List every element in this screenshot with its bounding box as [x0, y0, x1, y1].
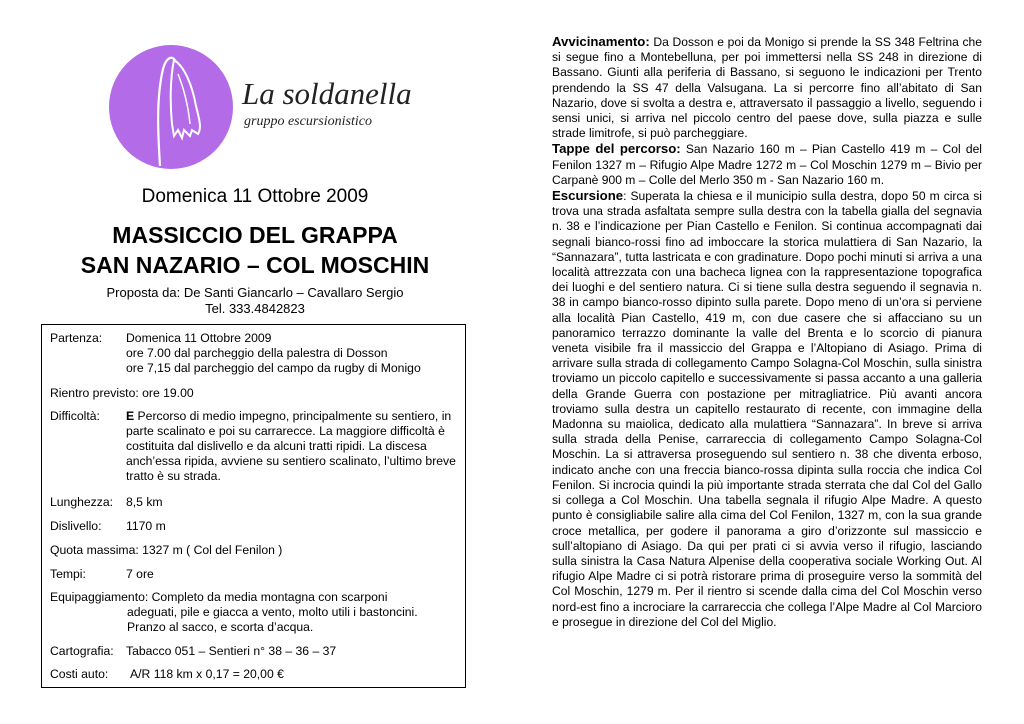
equipaggiamento-line2: adeguati, pile e giacca a vento, molto utili i bastoncini.: [127, 605, 418, 619]
escursione-paragraph: [552, 188, 982, 630]
difficolta-values: [126, 409, 459, 484]
avvicinamento-text: Da Dosson e poi da Monigo si prende la SS 348 Feltrina che si segue fino a Montebelluna, per poi immettersi nella SS 248 in direzione di Bassano. Giunti alla periferia di Bassano, si seguono le indicazioni per Trento prendendo la SS 47 della Valsugana. La si percorre fino all’abitato di San Nazario, dove si svolta a destra e, attraversato il passaggio a livello, seguendo i sensi unici, si arriva nel piccolo centro del paese dove, sulla piazza e sulle strade limitrofe, si può parcheggiare.: [552, 35, 982, 141]
details-column: [552, 34, 982, 630]
telephone: Tel. 333.4842823: [205, 301, 305, 316]
logo: [108, 44, 448, 170]
partenza-label: Partenza:: [50, 331, 103, 345]
soldanella-flower-logo-icon: [108, 44, 238, 170]
tempi-label: Tempi:: [50, 567, 86, 581]
cartografia-label: Cartografia:: [50, 644, 114, 658]
lunghezza-label: Lunghezza:: [50, 495, 114, 509]
partenza-dosson: ore 7.00 dal parcheggio della palestra di Dosson: [126, 346, 388, 360]
escursione-title: Escursione: [552, 188, 624, 204]
tappe-paragraph: [552, 141, 982, 188]
event-date: Domenica 11 Ottobre 2009: [141, 186, 369, 207]
partenza-monigo: ore 7,15 dal parcheggio del campo da rugby di Monigo: [126, 361, 421, 375]
event-title-line1: MASSICCIO DEL GRAPPA: [112, 222, 398, 248]
partenza-date: Domenica 11 Ottobre 2009: [126, 331, 272, 345]
dislivello-value: 1170 m: [126, 519, 166, 533]
equipaggiamento-line3: Pranzo al sacco, e scorta d’acqua.: [127, 620, 314, 634]
rientro-text: Rientro previsto: ore 19.00: [50, 386, 194, 400]
difficolta-text: Percorso di medio impegno, principalmente su sentiero, in parte scalinato e poi su carrarecce. La maggiore difficoltà è costituita dal dislivello e da alcuni tratti ripidi. La discesa anch’essa ripida, avviene su sentiero scalinato, l’ultimo breve tratto è su strada.: [126, 409, 456, 483]
event-title-line2: SAN NAZARIO – COL MOSCHIN: [80, 252, 430, 278]
difficolta-grade: E: [126, 409, 135, 423]
partenza-values: [126, 331, 459, 376]
logo-name: La soldanella: [242, 76, 412, 111]
tempi-value: 7 ore: [126, 567, 154, 581]
avvicinamento-paragraph: [552, 34, 982, 141]
avvicinamento-title: Avvicinamento:: [552, 34, 650, 49]
quota-text: Quota massima: 1327 m ( Col del Fenilon ): [50, 543, 283, 557]
escursione-text: : Superata la chiesa e il municipio sulla destra, dopo 50 m circa si trova una strada asfaltata sempre sulla destra con la tabella gialla del segnavia n. 38 e l’indicazione per Pian Castello e Fenilon. Si continua accompagnati dai segnali bianco-rossi fino ad imboccare la storica mulattiera di San Nazario, la “Sannazara”, tutta lastricata e con gradinature. Dopo pochi minuti si arriva a una località attrezzata con una bacheca lignea con la rappresentazione topografica dei luoghi e del sentiero natura. Ci si tiene sulla destra seguendo il segnavia n. 38 in campo bianco-rosso dipinto sulla parete. Dopo meno di un’ora si perviene alla località Pian Castello, 419 m, con due casere che si affacciano su un panoramico terrazzo dominante la valle del Brenta e lo scorcio di pianura veneta visibile fra il massiccio del Grappa e l’Altopiano di Asiago. Prima di arrivare sulla strada di collegamento Campo Solagna-Col Moschin, sulla sinistra troviamo un piccolo capitello e successivamente si passa accanto a una galleria della Grande Guerra con postazione per mitragliatrice. Più avanti ancora troviamo sulla destra un capitello restaurato di recente, con immagine della Madonna su maiolica, dedicato alla mulattiera “Sannazara”. In breve si arriva sulla strada della Penise, carrareccia di collegamento Campo Solagna-Col Moschin. La si attraversa proseguendo sul sentiero n. 38 che diventa erboso, indicato anche con una freccia bianco-rossa dipinta sulla roccia che indica Col Fenilon. Si incrocia quindi la più importante strada sterrata che dal Col del Gallo si collega a Col Moschin. Una tabella segnala il rifugio Alpe Madre. A questo punto è consigliabile salire alla cima del Col Fenilon, 1327 m, con la sua grande croce metallica, per godere il panorama a giro d’orizzonte sul massiccio e sull’altopiano di Asiago. Da qui per prati ci si avvia verso il rifugio, lasciando sulla sinistra la Casa Natura Alpenise della cooperativa sociale Working Out. Al rifugio Alpe Madre ci si potrà ristorare prima di proseguire verso la sommità del Col Moschin, 1279 m. Per il rientro si scende dalla cima del Col Moschin verso nord-est fino a incrociare la carrareccia che collega l’Alpe Madre al Col Marcioro e prosegue in direzione del Col del Miglio.: [552, 189, 982, 629]
dislivello-label: Dislivello:: [50, 519, 102, 533]
difficolta-label: Difficoltà:: [50, 409, 100, 423]
costi-label: Costi auto:: [50, 667, 109, 681]
proposal-line: Proposta da: De Santi Giancarlo – Cavallaro Sergio: [106, 285, 404, 300]
equipaggiamento-line1: Equipaggiamento: Completo da media montagna con scarponi: [50, 590, 388, 604]
tappe-text: San Nazario 160 m – Pian Castello 419 m – Col del Fenilon 1327 m – Rifugio Alpe Madre 1272 m – Col Moschin 1279 m – Bivio per Carpanè 900 m – Colle del Merlo 350 m - San Nazario 160 m.: [552, 142, 982, 187]
lunghezza-value: 8,5 km: [126, 495, 163, 509]
tappe-title: Tappe del percorso:: [552, 141, 681, 157]
info-box: [41, 324, 466, 688]
equipaggiamento-values: [50, 590, 459, 635]
costi-value: A/R 118 km x 0,17 = 20,00 €: [130, 667, 284, 681]
logo-subtitle: gruppo escursionistico: [244, 114, 372, 129]
cartografia-value: Tabacco 051 – Sentieri n° 38 – 36 – 37: [126, 644, 337, 658]
